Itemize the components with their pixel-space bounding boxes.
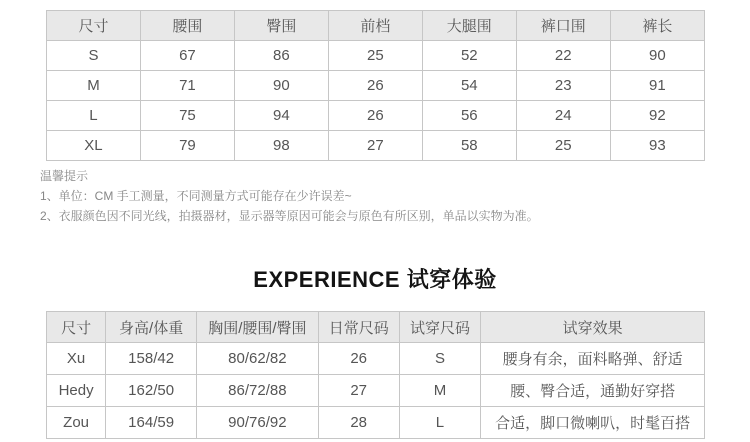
table-cell: 86/72/88 [197,375,319,407]
table-cell: L [399,407,481,439]
table-cell: 24 [516,101,610,131]
table-cell: 25 [328,41,422,71]
table-cell: 67 [140,41,234,71]
table-cell: 23 [516,71,610,101]
table-row [47,343,705,375]
table-cell: 162/50 [106,375,197,407]
table-cell: Hedy [47,375,106,407]
table-cell: 75 [140,101,234,131]
table-cell: 22 [516,41,610,71]
table-cell: 27 [318,375,399,407]
tip-line-unit: 1、单位：CM 手工测量，不同测量方式可能存在少许误差~ [40,189,352,203]
table-cell: M [399,375,481,407]
table-cell: 52 [422,41,516,71]
table-cell: 26 [328,101,422,131]
header-cell: 试穿效果 [481,312,705,343]
header-cell: 臀围 [234,11,328,41]
table-cell: 158/42 [106,343,197,375]
header-cell: 前档 [328,11,422,41]
header-row [47,312,705,343]
table-cell: 54 [422,71,516,101]
table-cell: 90 [610,41,704,71]
table-cell: 71 [140,71,234,101]
table-cell: 56 [422,101,516,131]
table-cell: 79 [140,131,234,161]
header-cell: 试穿尺码 [399,312,481,343]
header-cell: 大腿围 [422,11,516,41]
header-cell: 裤口围 [516,11,610,41]
table-cell: 58 [422,131,516,161]
size-spec-table [46,10,705,161]
table-row [47,131,705,161]
experience-table [46,311,705,439]
size-chart-page [0,10,750,442]
table-cell: 92 [610,101,704,131]
table-row [47,375,705,407]
table-cell: Xu [47,343,106,375]
table-cell: 腰、臀合适，通勤好穿搭 [481,375,705,407]
table-cell: 94 [234,101,328,131]
experience-heading: EXPERIENCE 试穿体验 [253,267,497,292]
header-cell: 身高/体重 [106,312,197,343]
table-cell: 腰身有余，面料略弹、舒适 [481,343,705,375]
table-cell: 90 [234,71,328,101]
table-cell: Zou [47,407,106,439]
table-cell: 164/59 [106,407,197,439]
header-row [47,11,705,41]
tips-section [40,167,750,226]
header-cell: 尺寸 [47,312,106,343]
table-cell: L [47,101,141,131]
table-cell: M [47,71,141,101]
table-row [47,71,705,101]
table-cell: 26 [318,343,399,375]
table-cell: 27 [328,131,422,161]
table-cell: 93 [610,131,704,161]
table-cell: 90/76/92 [197,407,319,439]
table-row [47,407,705,439]
table-cell: 28 [318,407,399,439]
tips-title: 温馨提示 [40,169,89,183]
table-cell: S [47,41,141,71]
tip-line-color: 2、衣服颜色因不同光线，拍摄器材，显示器等原因可能会与原色有所区别，单品以实物为准。 [40,209,539,223]
header-cell: 裤长 [610,11,704,41]
table-cell: 合适，脚口微喇叭，时髦百搭 [481,407,705,439]
table-cell: 26 [328,71,422,101]
table-cell: 91 [610,71,704,101]
header-cell: 尺寸 [47,11,141,41]
table-cell: 80/62/82 [197,343,319,375]
header-cell: 胸围/腰围/臀围 [197,312,319,343]
header-cell: 日常尺码 [318,312,399,343]
table-cell: 86 [234,41,328,71]
table-cell: 25 [516,131,610,161]
table-cell: XL [47,131,141,161]
table-cell: S [399,343,481,375]
header-cell: 腰围 [140,11,234,41]
table-cell: 98 [234,131,328,161]
table-row [47,101,705,131]
table-row [47,41,705,71]
